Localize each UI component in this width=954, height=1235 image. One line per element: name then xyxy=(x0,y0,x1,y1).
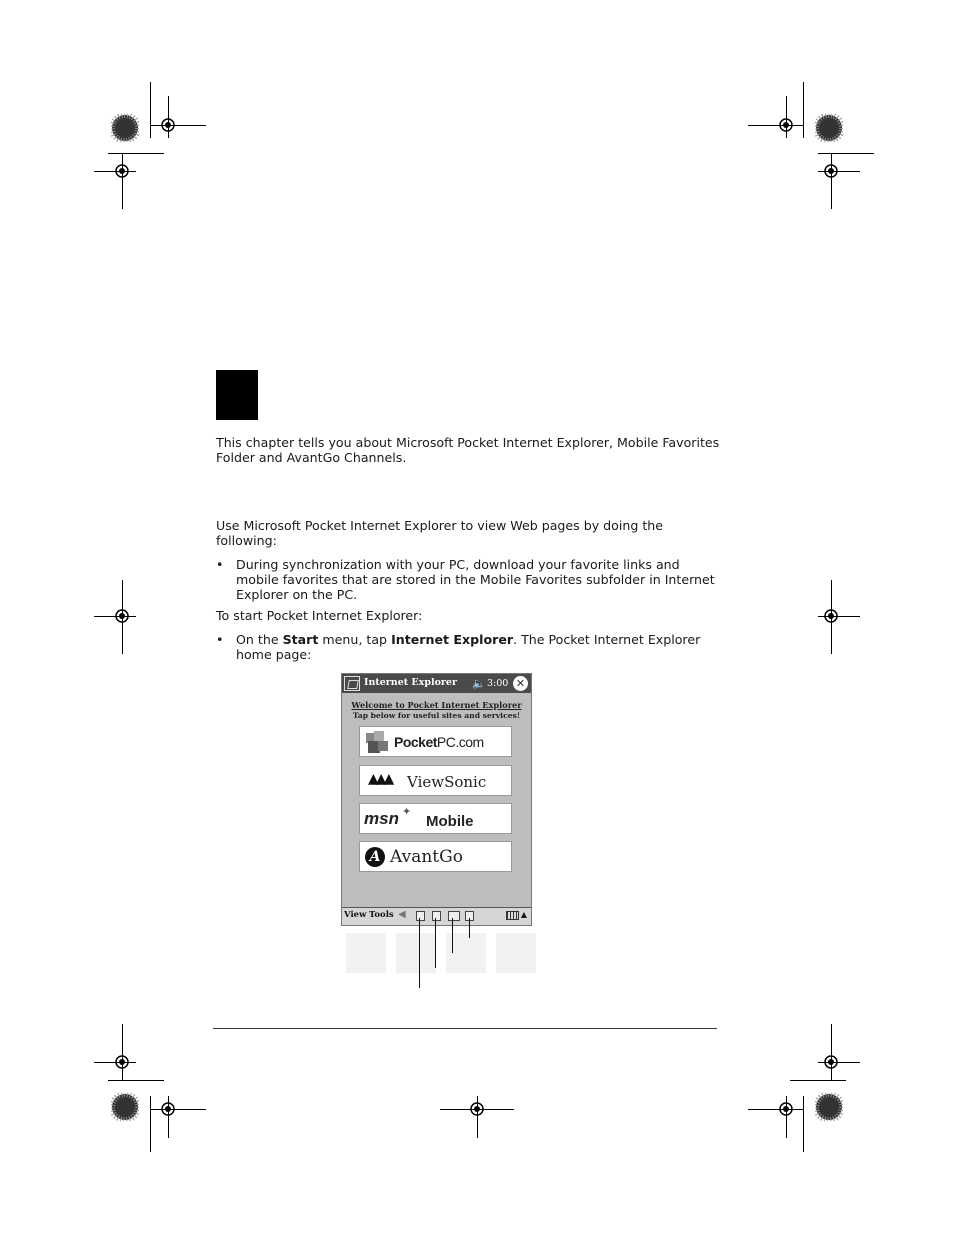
crop-line xyxy=(818,153,874,154)
registration-mark-icon xyxy=(817,1048,845,1076)
viewsonic-link-button[interactable] xyxy=(359,765,512,796)
section-intro: Use Microsoft Pocket Internet Explorer to view Web pages by doing the following: xyxy=(216,518,664,548)
pocketpc-link-button[interactable] xyxy=(359,726,512,757)
input-panel-arrow-icon[interactable]: ▲ xyxy=(520,910,527,919)
title-bar xyxy=(342,674,531,693)
registration-mark-icon xyxy=(772,111,800,139)
keyboard-icon[interactable] xyxy=(506,911,519,920)
pocketpc-logo-icon xyxy=(366,731,390,753)
start-menu-label: Start xyxy=(282,632,319,647)
starburst-icon xyxy=(111,114,139,142)
windows-start-icon[interactable] xyxy=(344,676,360,691)
registration-mark-icon xyxy=(108,602,136,630)
back-arrow-icon[interactable]: ◀ xyxy=(398,909,406,920)
bullet-marker: • xyxy=(216,557,224,572)
avantgo-logo-icon: A xyxy=(365,847,385,867)
pocketpc-label: PocketPC.com xyxy=(394,734,484,750)
starburst-icon xyxy=(815,1093,843,1121)
refresh-icon[interactable] xyxy=(416,911,425,921)
clock[interactable]: 3:00 xyxy=(487,678,509,689)
starburst-icon xyxy=(815,114,843,142)
start-heading: To start Pocket Internet Explorer: xyxy=(216,608,423,623)
crop-line xyxy=(803,1096,804,1152)
welcome-subtitle: Tap below for useful sites and services! xyxy=(352,711,521,720)
crop-line xyxy=(150,1096,151,1152)
bullet-item: During synchronization with your PC, download your favorite links and mobile favorites that are stored in the Mobile Favorites subfolder in Internet Explorer on the PC. xyxy=(236,557,715,602)
crop-line xyxy=(790,1080,846,1081)
viewsonic-label: ViewSonic xyxy=(407,773,487,791)
tools-menu[interactable]: Tools xyxy=(369,910,394,920)
command-bar xyxy=(342,907,531,925)
registration-mark-icon xyxy=(154,1095,182,1123)
viewsonic-birds-icon: ▲▲▲ xyxy=(368,771,392,787)
crop-line xyxy=(803,82,804,138)
chapter-intro: This chapter tells you about Microsoft Pocket Internet Explorer, Mobile Favorites Folder and AvantGo Channels. xyxy=(216,435,720,465)
registration-mark-icon xyxy=(817,157,845,185)
internet-explorer-label: Internet Explorer xyxy=(391,632,514,647)
chapter-tab-block xyxy=(216,370,258,420)
crop-line xyxy=(108,1080,164,1081)
starburst-icon xyxy=(111,1093,139,1121)
msn-mobile-link-button[interactable] xyxy=(359,803,512,834)
favorites-icon[interactable] xyxy=(448,911,460,921)
callout-refresh xyxy=(419,918,420,988)
home-icon[interactable] xyxy=(432,911,441,921)
speaker-icon[interactable]: 🔈 xyxy=(472,677,486,690)
registration-mark-icon xyxy=(772,1095,800,1123)
msn-logo: msn xyxy=(364,809,399,828)
registration-mark-icon xyxy=(154,111,182,139)
pocket-ie-screenshot xyxy=(341,673,532,926)
crop-line xyxy=(150,82,151,138)
crop-line xyxy=(108,153,164,154)
registration-mark-icon xyxy=(817,602,845,630)
scan-ghost xyxy=(341,928,541,983)
window-title: Internet Explorer xyxy=(364,677,457,688)
callout-pictures xyxy=(469,918,470,938)
registration-mark-icon xyxy=(463,1095,491,1123)
avantgo-link-button[interactable] xyxy=(359,841,512,872)
msn-butterfly-icon: ✦ xyxy=(402,805,412,818)
close-icon[interactable]: ✕ xyxy=(513,676,528,691)
registration-mark-icon xyxy=(108,1048,136,1076)
avantgo-label: AvantGo xyxy=(390,847,463,867)
welcome-link[interactable]: Welcome to Pocket Internet Explorer xyxy=(351,700,522,710)
footer-rule xyxy=(213,1028,717,1029)
bullet-marker: • xyxy=(216,632,224,647)
callout-home xyxy=(435,918,436,968)
start-step: On the Start menu, tap Internet Explorer. The Pocket Internet Explorer home page: xyxy=(236,632,701,662)
registration-mark-icon xyxy=(108,157,136,185)
view-menu[interactable]: View xyxy=(344,910,367,920)
callout-favorites xyxy=(452,918,453,953)
msn-mobile-label: Mobile xyxy=(426,813,474,830)
